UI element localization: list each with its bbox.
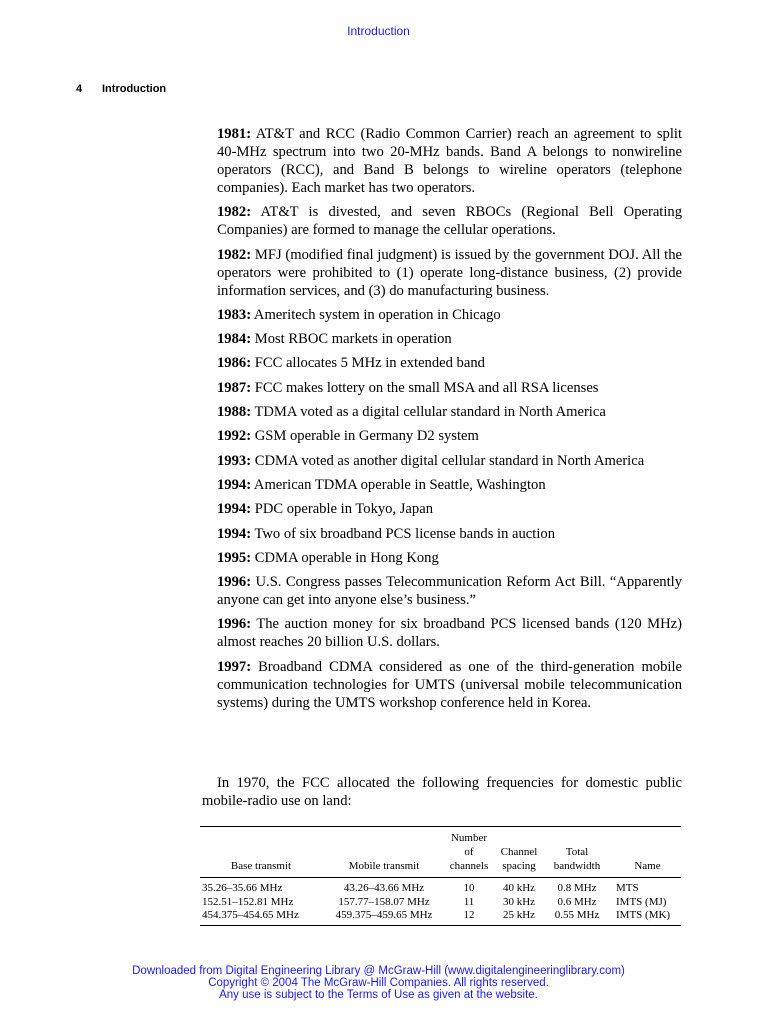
cell-channels: 11 <box>463 895 475 908</box>
cell-bandwidth: 0.6 MHz <box>557 895 597 908</box>
timeline-entry <box>217 354 682 372</box>
entry-text: American TDMA operable in Seattle, Washington <box>253 476 546 493</box>
entry-year: 1983: <box>217 306 252 323</box>
cell-name: IMTS (MJ) <box>616 895 667 908</box>
entry-text: Most RBOC markets in operation <box>254 331 452 348</box>
copyright-footer[interactable] <box>0 965 757 1001</box>
timeline-entry <box>217 427 682 445</box>
header-channels: Number of channels <box>446 827 492 878</box>
entry-year: 1981: <box>217 126 252 142</box>
entry-year: 1993: <box>217 452 252 469</box>
timeline-entry <box>217 379 682 397</box>
table-row <box>200 878 681 896</box>
footer-download-line[interactable]: Downloaded from Digital Engineering Library @ McGraw-Hill (www.digitalengineeringlibrary.com) <box>132 965 625 977</box>
intro-paragraph: In 1970, the FCC allocated the following frequencies for domestic public mobile-radio use on land: <box>202 775 682 809</box>
entry-text: Broadband CDMA considered as one of the third-generation mobile communication technologies for UMTS (universal mobile telecommunication systems) during the UMTS workshop conference held in Korea. <box>217 658 682 711</box>
entry-text: The auction money for six broadband PCS licensed bands (120 MHz) almost reaches 20 billion U.S. dollars. <box>217 616 682 651</box>
entry-year: 1986: <box>217 355 252 372</box>
entry-year: 1982: <box>217 204 252 221</box>
entry-text: MFJ (modified final judgment) is issued by the government DOJ. All the operators were prohibited to (1) operate long-distance business, (2) provide information services, and (3) do manufacturing business. <box>217 246 682 299</box>
running-head <box>76 83 166 95</box>
timeline-entry <box>217 452 682 470</box>
entry-year: 1982: <box>217 246 252 263</box>
entry-year: 1995: <box>217 549 252 566</box>
entry-year: 1992: <box>217 428 252 445</box>
entry-year: 1996: <box>217 574 252 591</box>
timeline-entry <box>217 573 682 609</box>
cell-name: MTS <box>616 882 639 894</box>
chapter-title: Introduction <box>102 83 167 95</box>
header-base-transmit: Base transmit <box>200 827 322 878</box>
cell-channels: 12 <box>463 909 475 921</box>
cell-spacing: 25 kHz <box>502 909 536 921</box>
timeline-entry <box>217 203 682 239</box>
header-channel-spacing: Channel spacing <box>492 827 546 878</box>
cell-name: IMTS (MK) <box>616 909 671 921</box>
timeline-entry <box>217 658 682 712</box>
header-total-bandwidth: Total bandwidth <box>546 827 608 878</box>
entry-text: FCC makes lottery on the small MSA and all RSA licenses <box>254 379 599 396</box>
timeline-entry <box>217 330 682 348</box>
entry-year: 1994: <box>217 476 252 493</box>
timeline <box>217 125 682 718</box>
cell-base: 152.51–152.81 MHz <box>202 895 294 908</box>
cell-spacing: 40 kHz <box>502 882 536 894</box>
top-introduction-link[interactable]: Introduction <box>347 24 410 38</box>
cell-base: 35.26–35.66 MHz <box>202 882 283 894</box>
entry-year: 1984: <box>217 331 252 348</box>
entry-text: FCC allocates 5 MHz in extended band <box>254 355 485 372</box>
entry-text: TDMA voted as a digital cellular standard in North America <box>254 404 606 421</box>
table-row <box>200 896 681 910</box>
header-name: Name <box>608 827 681 878</box>
table-row <box>200 909 681 925</box>
timeline-entry <box>217 125 682 197</box>
entry-text: GSM operable in Germany D2 system <box>254 428 479 445</box>
entry-year: 1988: <box>217 404 252 421</box>
cell-spacing: 30 kHz <box>502 895 536 908</box>
entry-year: 1987: <box>217 379 252 396</box>
page-number: 4 <box>76 83 83 95</box>
timeline-entry <box>217 306 682 324</box>
entry-text: CDMA voted as another digital cellular standard in North America <box>254 452 645 469</box>
timeline-entry <box>217 246 682 300</box>
cell-mobile: 43.26–43.66 MHz <box>343 882 425 894</box>
cell-mobile: 157.77–158.07 MHz <box>338 895 430 908</box>
entry-text: PDC operable in Tokyo, Japan <box>254 501 433 518</box>
footer-terms-line[interactable]: Any use is subject to the Terms of Use as given at the website. <box>219 989 538 1001</box>
entry-text: AT&T is divested, and seven RBOCs (Regional Bell Operating Companies) are formed to manage the cellular operations. <box>217 204 683 239</box>
frequency-table <box>200 826 681 926</box>
entry-year: 1994: <box>217 501 252 518</box>
cell-mobile: 459.375–459.65 MHz <box>335 909 433 921</box>
cell-bandwidth: 0.8 MHz <box>557 882 597 894</box>
entry-year: 1996: <box>217 616 252 633</box>
entry-text: CDMA operable in Hong Kong <box>254 549 439 566</box>
timeline-entry <box>217 549 682 567</box>
footer-copyright-line[interactable]: Copyright © 2004 The McGraw-Hill Companies. All rights reserved. <box>208 977 549 989</box>
timeline-entry <box>217 403 682 421</box>
timeline-entry <box>217 500 682 518</box>
cell-channels: 10 <box>463 882 475 894</box>
table-header-row <box>200 827 681 878</box>
entry-year: 1994: <box>217 525 252 542</box>
cell-base: 454.375–454.65 MHz <box>202 909 299 921</box>
entry-text: AT&T and RCC (Radio Common Carrier) reach an agreement to split 40-MHz spectrum into two 20-MHz bands. Band A belongs to nonwireline operators (RCC), and Band B belongs to wireline operators (telephone companies). Each market has two operators. <box>217 126 683 196</box>
entry-year: 1997: <box>217 658 252 675</box>
timeline-entry <box>217 525 682 543</box>
cell-bandwidth: 0.55 MHz <box>554 909 600 921</box>
header-mobile-transmit: Mobile transmit <box>322 827 446 878</box>
timeline-entry <box>217 615 682 651</box>
entry-text: Ameritech system in operation in Chicago <box>253 306 501 323</box>
entry-text: Two of six broadband PCS license bands in auction <box>254 525 555 542</box>
timeline-entry <box>217 476 682 494</box>
entry-text: U.S. Congress passes Telecommunication Reform Act Bill. “Apparently anyone can get into anyone else’s business.” <box>217 574 682 609</box>
